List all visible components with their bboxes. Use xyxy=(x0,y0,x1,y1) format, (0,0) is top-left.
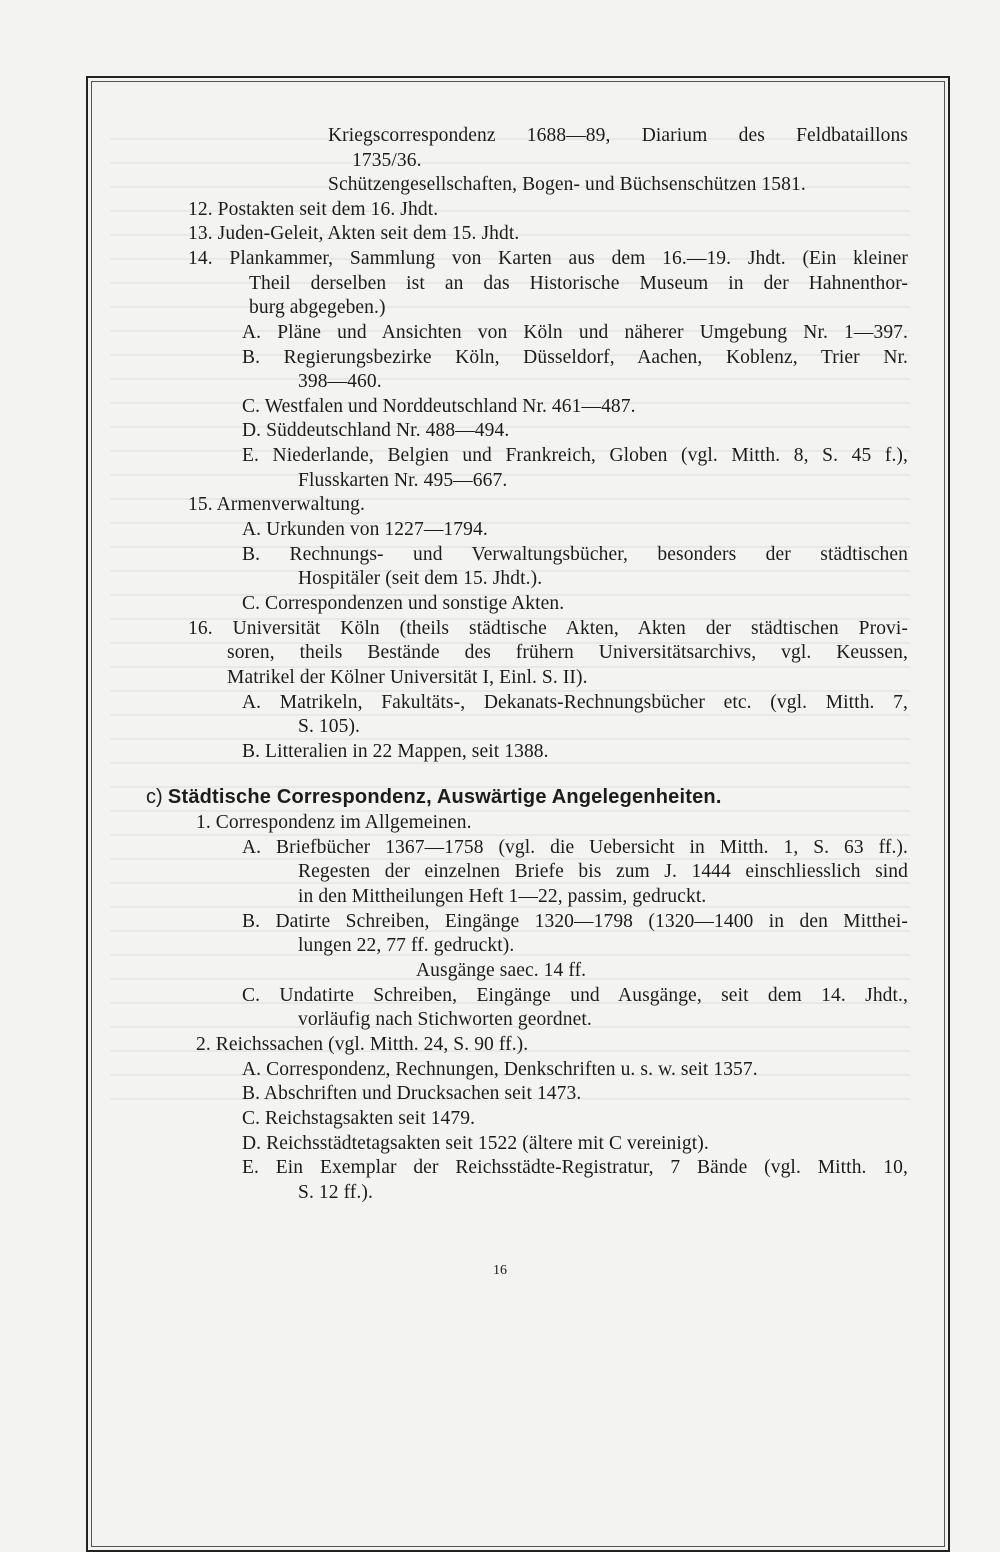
text-line: B. Regierungsbezirke Köln, Düsseldorf, Aachen, Koblenz, Trier Nr. xyxy=(242,347,908,368)
section-heading xyxy=(146,783,722,810)
text-line: S. 105). xyxy=(298,716,361,737)
text-line: A. Briefbücher 1367—1758 (vgl. die Uebersicht in Mitth. 1, S. 63 ff.). xyxy=(242,837,908,858)
text-line: 1735/36. xyxy=(352,150,422,171)
text-line: Flusskarten Nr. 495—667. xyxy=(298,470,508,491)
text-line: Theil derselben ist an das Historische Museum in der Hahnenthor- xyxy=(249,273,908,294)
text-line: burg abgegeben.) xyxy=(249,297,386,318)
text-line: 2. Reichssachen (vgl. Mitth. 24, S. 90 ff.). xyxy=(196,1034,529,1055)
text-line: 16. Universität Köln (theils städtische Akten, Akten der städtischen Provi- xyxy=(188,618,908,639)
text-line: D. Reichsstädtetagsakten seit 1522 (ältere mit C vereinigt). xyxy=(242,1133,709,1154)
section-heading-title: Städtische Correspondenz, Auswärtige Angelegenheiten. xyxy=(167,786,722,808)
text-line: C. Undatirte Schreiben, Eingänge und Ausgänge, seit dem 14. Jhdt., xyxy=(242,985,908,1006)
text-line: vorläufig nach Stichworten geordnet. xyxy=(298,1009,592,1030)
text-line: Matrikel der Kölner Universität I, Einl. S. II). xyxy=(227,667,588,688)
text-line: B. Datirte Schreiben, Eingänge 1320—1798 (1320—1400 in den Mitthei- xyxy=(242,911,908,932)
text-line: E. Niederlande, Belgien und Frankreich, Globen (vgl. Mitth. 8, S. 45 f.), xyxy=(242,445,908,466)
text-line: Hospitäler (seit dem 15. Jhdt.). xyxy=(298,568,543,589)
text-line: Schützengesellschaften, Bogen- und Büchsenschützen 1581. xyxy=(328,174,806,195)
text-line: S. 12 ff.). xyxy=(298,1182,373,1203)
text-line: A. Correspondenz, Rechnungen, Denkschriften u. s. w. seit 1357. xyxy=(242,1059,758,1080)
text-line: in den Mittheilungen Heft 1—22, passim, gedruckt. xyxy=(298,886,707,907)
text-line: 1. Correspondenz im Allgemeinen. xyxy=(196,812,472,833)
text-line: Regesten der einzelnen Briefe bis zum J. 1444 einschliesslich sind xyxy=(298,861,908,882)
text-line: soren, theils Bestände des frühern Universitätsarchivs, vgl. Keussen, xyxy=(227,642,908,663)
text-line: 15. Armenverwaltung. xyxy=(188,494,365,515)
text-line: 12. Postakten seit dem 16. Jhdt. xyxy=(188,199,439,220)
text-line: C. Correspondenzen und sonstige Akten. xyxy=(242,593,565,614)
text-line: B. Rechnungs- und Verwaltungsbücher, besonders der städtischen xyxy=(242,544,908,565)
text-line: A. Matrikeln, Fakultäts-, Dekanats-Rechnungsbücher etc. (vgl. Mitth. 7, xyxy=(242,692,908,713)
text-line: 14. Plankammer, Sammlung von Karten aus dem 16.—19. Jhdt. (Ein kleiner xyxy=(188,248,908,269)
text-line: B. Abschriften und Drucksachen seit 1473. xyxy=(242,1083,582,1104)
text-line: Kriegscorrespondenz 1688—89, Diarium des Feldbataillons xyxy=(328,125,908,146)
text-line: 13. Juden-Geleit, Akten seit dem 15. Jhdt. xyxy=(188,223,520,244)
text-line: A. Pläne und Ansichten von Köln und näherer Umgebung Nr. 1—397. xyxy=(242,322,908,343)
text-line: A. Urkunden von 1227—1794. xyxy=(242,519,488,540)
section-heading-label: c) xyxy=(146,786,163,808)
text-line: 398—460. xyxy=(298,371,382,392)
text-line: C. Reichstagsakten seit 1479. xyxy=(242,1108,476,1129)
text-line: E. Ein Exemplar der Reichsstädte-Registratur, 7 Bände (vgl. Mitth. 10, xyxy=(242,1157,908,1178)
text-line: Ausgänge saec. 14 ff. xyxy=(416,960,587,981)
text-line: B. Litteralien in 22 Mappen, seit 1388. xyxy=(242,741,549,762)
page-number: 16 xyxy=(493,1263,507,1278)
text-line: C. Westfalen und Norddeutschland Nr. 461—487. xyxy=(242,396,636,417)
text-line: D. Süddeutschland Nr. 488—494. xyxy=(242,420,510,441)
text-line: lungen 22, 77 ff. gedruckt). xyxy=(298,935,515,956)
